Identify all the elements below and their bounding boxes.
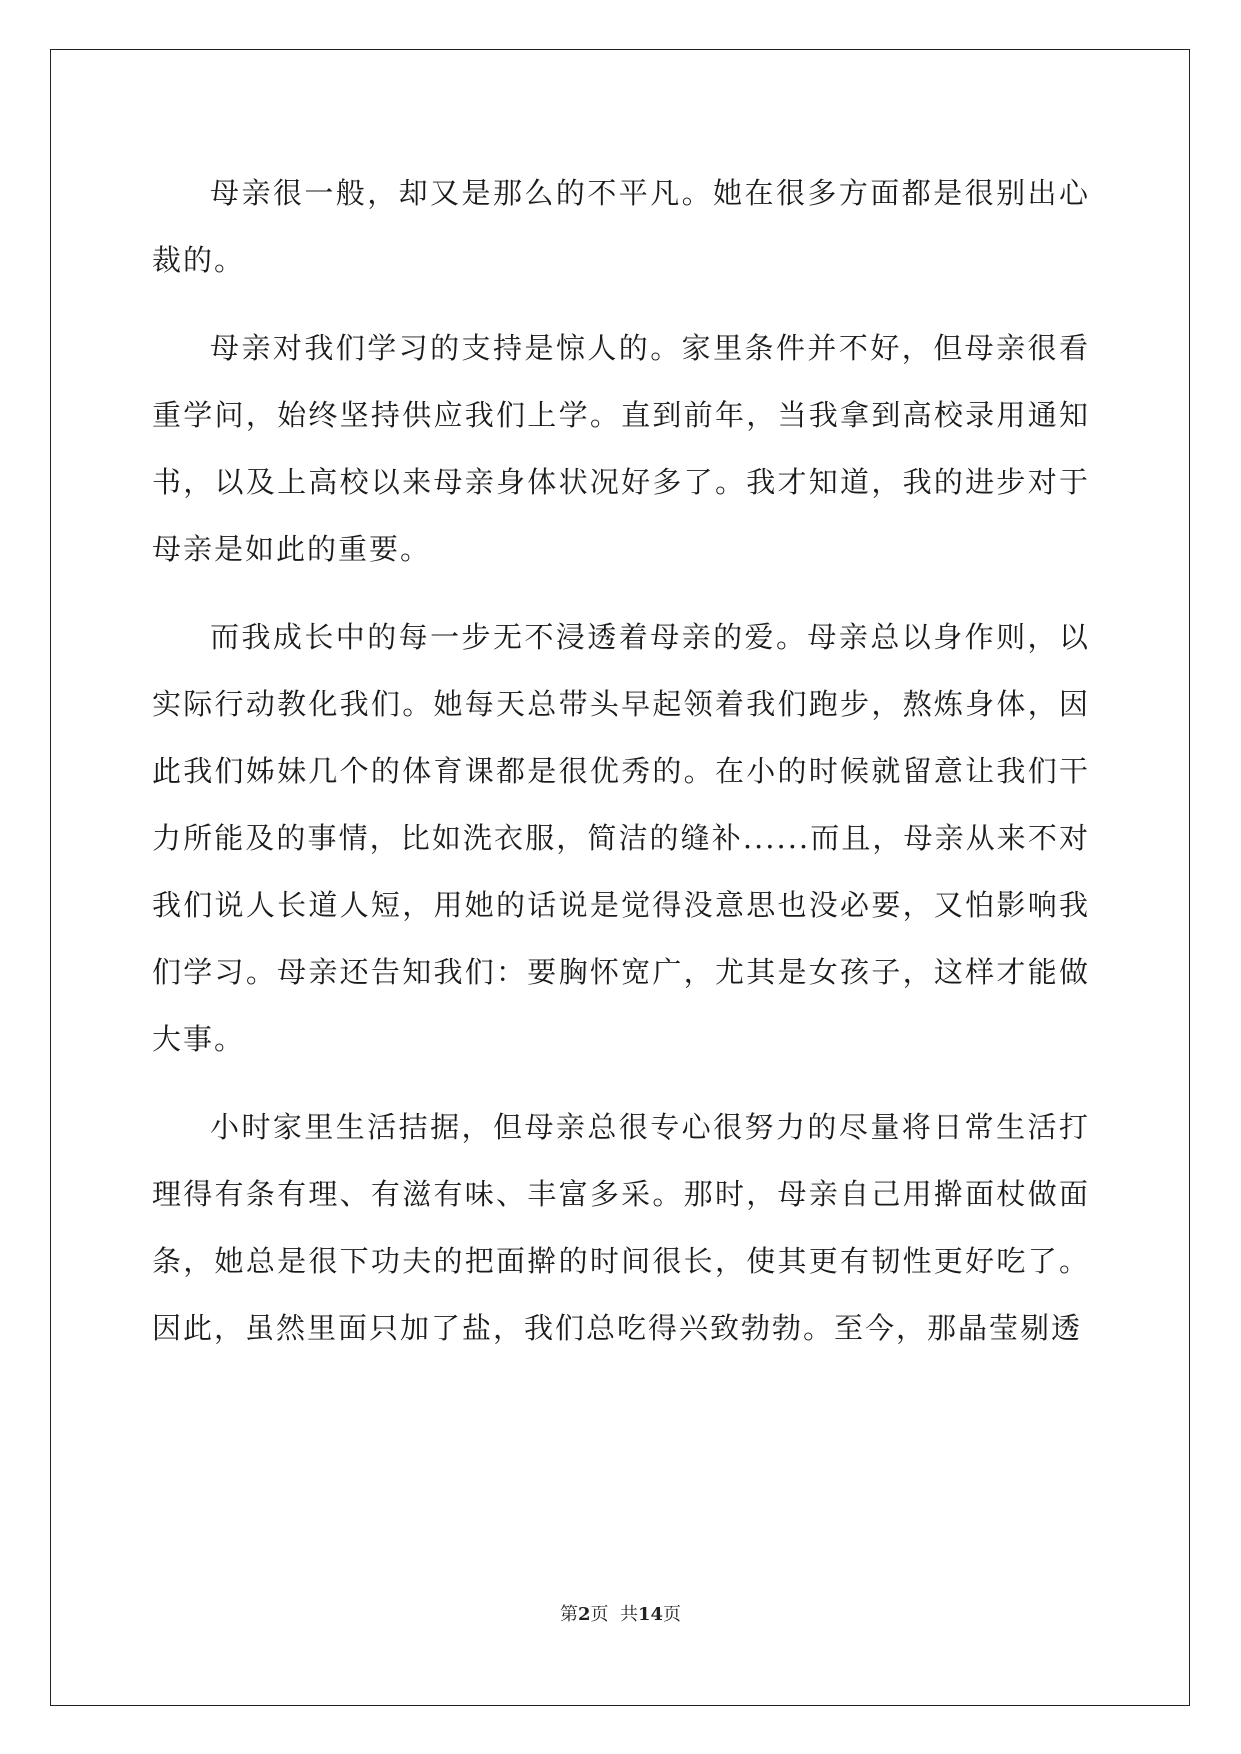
paragraph-1: 母亲很一般，却又是那么的不平凡。她在很多方面都是很别出心裁的。 — [152, 176, 1090, 277]
paragraph-4: 小时家里生活拮据，但母亲总很专心很努力的尽量将日常生活打理得有条有理、有滋有味、丰富多采。那时，母亲自己用擀面杖做面条，她总是很下功夫的把面擀的时间很长，使其更有韧性更好吃了。因此，虽然里面只加了盐，我们总吃得兴致勃勃。至今，那晶莹剔透 — [152, 1110, 1090, 1345]
document-body — [152, 160, 1090, 1383]
footer-total-pages: 14 — [637, 1604, 664, 1625]
page-footer — [0, 1600, 1241, 1626]
footer-page-suffix: 页 — [663, 1604, 682, 1625]
footer-page-mid: 页 共 — [590, 1604, 638, 1625]
paragraph-3: 而我成长中的每一步无不浸透着母亲的爱。母亲总以身作则，以实际行动教化我们。她每天总带头早起领着我们跑步，熬炼身体，因此我们姊妹几个的体育课都是很优秀的。在小的时候就留意让我们干力所能及的事情，比如洗衣服，简洁的缝补......而且，母亲从来不对我们说人长道人短，用她的话说是觉得没意思也没必要，又怕影响我们学习。母亲还告知我们：要胸怀宽广，尤其是女孩子，这样才能做大事。 — [152, 620, 1090, 1056]
paragraph-2: 母亲对我们学习的支持是惊人的。家里条件并不好，但母亲很看重学问，始终坚持供应我们上学。直到前年，当我拿到高校录用通知书，以及上高校以来母亲身体状况好多了。我才知道，我的进步对于母亲是如此的重要。 — [152, 331, 1090, 566]
footer-page-prefix: 第 — [559, 1604, 578, 1625]
footer-page-number: 2 — [577, 1604, 591, 1625]
